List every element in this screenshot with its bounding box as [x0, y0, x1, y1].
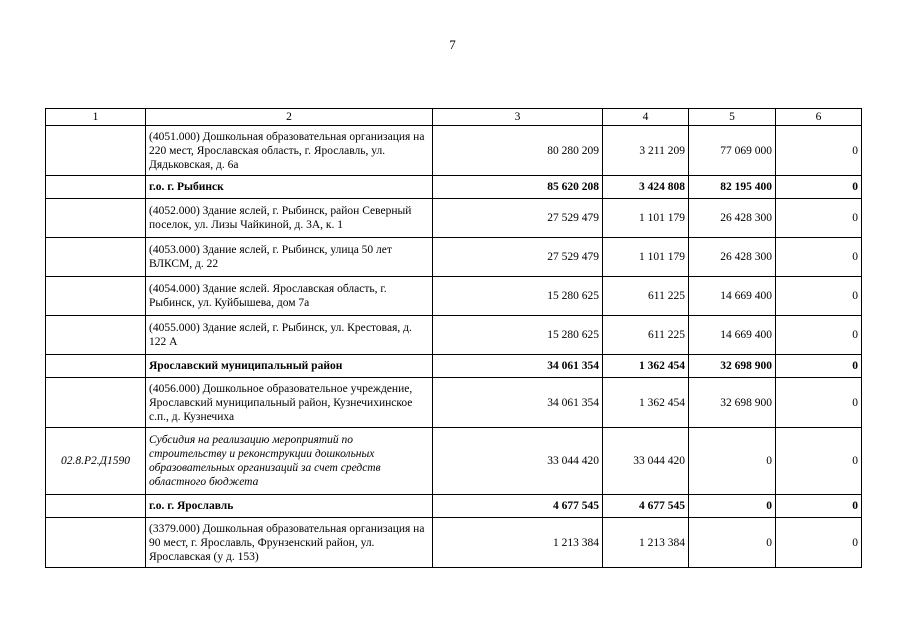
page-number: 7 [449, 37, 456, 52]
cell-name: (4056.000) Дошкольное образовательное учреждение, Ярославский муниципальный район, Кузнечихинское с.п., д. Кузнечиха [146, 378, 433, 428]
cell-name: (4051.000) Дошкольная образовательная организация на 220 мест, Ярославская область, г. Ярославль, ул. Дядьковская, д. 6а [146, 126, 433, 176]
cell-col6: 0 [776, 176, 862, 199]
cell-col6: 0 [776, 316, 862, 355]
cell-col4: 611 225 [603, 277, 689, 316]
cell-code [46, 495, 146, 518]
cell-col5: 32 698 900 [689, 378, 776, 428]
cell-col3: 1 213 384 [433, 518, 603, 568]
column-header-3: 3 [433, 109, 603, 126]
cell-name: (4052.000) Здание яслей, г. Рыбинск, район Северный поселок, ул. Лизы Чайкиной, д. 3А, к. 1 [146, 199, 433, 238]
cell-col4: 3 424 808 [603, 176, 689, 199]
column-header-2: 2 [146, 109, 433, 126]
cell-col4: 1 213 384 [603, 518, 689, 568]
cell-col6: 0 [776, 495, 862, 518]
cell-name: (4054.000) Здание яслей. Ярославская область, г. Рыбинск, ул. Куйбышева, дом 7а [146, 277, 433, 316]
cell-code [46, 176, 146, 199]
table-header-row [46, 109, 862, 126]
cell-col6: 0 [776, 518, 862, 568]
cell-code [46, 518, 146, 568]
cell-code [46, 316, 146, 355]
column-header-1: 1 [46, 109, 146, 126]
table-body [46, 126, 862, 568]
cell-col4: 1 362 454 [603, 355, 689, 378]
table-row [46, 378, 862, 428]
cell-col6: 0 [776, 199, 862, 238]
cell-col4: 4 677 545 [603, 495, 689, 518]
cell-name: г.о. г. Ярославль [146, 495, 433, 518]
cell-col4: 3 211 209 [603, 126, 689, 176]
cell-col6: 0 [776, 238, 862, 277]
cell-col3: 15 280 625 [433, 277, 603, 316]
cell-col5: 0 [689, 495, 776, 518]
cell-col3: 27 529 479 [433, 238, 603, 277]
cell-col6: 0 [776, 355, 862, 378]
cell-code [46, 277, 146, 316]
cell-col3: 4 677 545 [433, 495, 603, 518]
cell-col6: 0 [776, 277, 862, 316]
column-header-4: 4 [603, 109, 689, 126]
table-row [46, 518, 862, 568]
table-row [46, 238, 862, 277]
cell-code [46, 355, 146, 378]
cell-name: Субсидия на реализацию мероприятий по строительству и реконструкции дошкольных образовательных организаций за счет средств областного бюджета [146, 428, 433, 495]
cell-col5: 0 [689, 428, 776, 495]
cell-name: Ярославский муниципальный район [146, 355, 433, 378]
cell-col5: 77 069 000 [689, 126, 776, 176]
cell-code [46, 126, 146, 176]
cell-col3: 34 061 354 [433, 355, 603, 378]
cell-col3: 33 044 420 [433, 428, 603, 495]
cell-col5: 0 [689, 518, 776, 568]
cell-col3: 80 280 209 [433, 126, 603, 176]
table-row [46, 355, 862, 378]
table-row [46, 126, 862, 176]
cell-col5: 26 428 300 [689, 199, 776, 238]
cell-col5: 82 195 400 [689, 176, 776, 199]
cell-col4: 611 225 [603, 316, 689, 355]
cell-col5: 14 669 400 [689, 277, 776, 316]
table-row [46, 316, 862, 355]
cell-col4: 1 101 179 [603, 238, 689, 277]
cell-name: (4053.000) Здание яслей, г. Рыбинск, улица 50 лет ВЛКСМ, д. 22 [146, 238, 433, 277]
cell-code [46, 238, 146, 277]
cell-col3: 34 061 354 [433, 378, 603, 428]
cell-code [46, 199, 146, 238]
cell-col3: 15 280 625 [433, 316, 603, 355]
cell-col4: 1 362 454 [603, 378, 689, 428]
cell-col6: 0 [776, 378, 862, 428]
cell-col5: 14 669 400 [689, 316, 776, 355]
cell-col6: 0 [776, 428, 862, 495]
table-row [46, 176, 862, 199]
cell-name: г.о. г. Рыбинск [146, 176, 433, 199]
cell-col4: 1 101 179 [603, 199, 689, 238]
cell-code: 02.8.Р2.Д1590 [46, 428, 146, 495]
cell-col6: 0 [776, 126, 862, 176]
cell-code [46, 378, 146, 428]
table-row [46, 199, 862, 238]
cell-col5: 26 428 300 [689, 238, 776, 277]
table-row [46, 495, 862, 518]
cell-col5: 32 698 900 [689, 355, 776, 378]
table-row [46, 277, 862, 316]
cell-name: (4055.000) Здание яслей, г. Рыбинск, ул. Крестовая, д. 122 А [146, 316, 433, 355]
cell-col3: 85 620 208 [433, 176, 603, 199]
cell-name: (3379.000) Дошкольная образовательная организация на 90 мест, г. Ярославль, Фрунзенский район, ул. Ярославская (у д. 153) [146, 518, 433, 568]
cell-col3: 27 529 479 [433, 199, 603, 238]
budget-table [45, 108, 862, 568]
column-header-5: 5 [689, 109, 776, 126]
cell-col4: 33 044 420 [603, 428, 689, 495]
table-row [46, 428, 862, 495]
column-header-6: 6 [776, 109, 862, 126]
